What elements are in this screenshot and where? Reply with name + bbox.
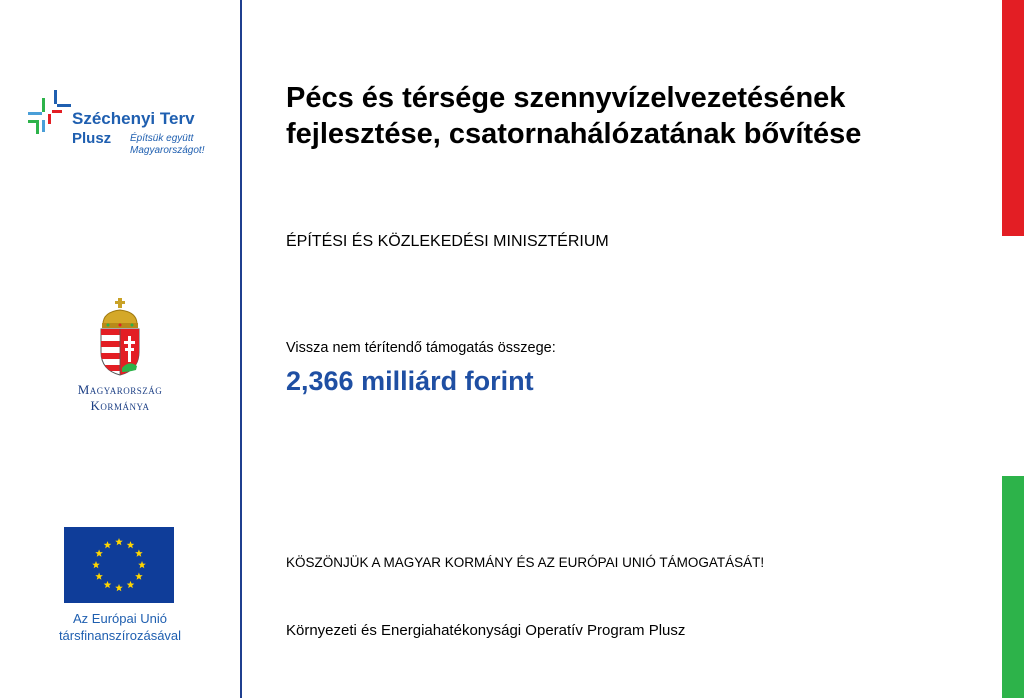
eu-cofinancing-text <box>0 610 240 644</box>
eu-line1: Az Európai Unió <box>73 611 167 626</box>
government-line1: Magyarország <box>77 382 163 397</box>
flag-stripe-red <box>1002 0 1024 236</box>
support-label: Vissza nem térítendő támogatás összege: <box>286 340 556 356</box>
hungarian-coat-of-arms-icon <box>98 298 142 376</box>
szechenyi-plusz: Plusz <box>72 130 112 147</box>
government-logo-text <box>0 382 240 414</box>
support-amount: 2,366 milliárd forint <box>286 366 534 396</box>
program-name: Környezeti és Energiahatékonysági Operatív Program Plusz <box>286 622 686 639</box>
szechenyi-terv-logo <box>28 90 228 170</box>
logo-panel <box>0 0 240 698</box>
szechenyi-slogan-line2: Magyarországot! <box>130 145 205 156</box>
government-line2: Kormánya <box>90 398 150 413</box>
eu-line2: társfinanszírozásával <box>58 628 182 643</box>
szechenyi-slogan-line1: Építsük együtt <box>130 133 194 144</box>
szechenyi-cross-icon <box>28 90 72 138</box>
ministry-name: ÉPÍTÉSI ÉS KÖZLEKEDÉSI MINISZTÉRIUM <box>286 233 609 250</box>
project-title: Pécs és térsége szennyvízelvezetésének fejlesztése, csatornahálózatának bővítése <box>286 82 862 150</box>
vertical-divider <box>240 0 242 698</box>
thanks-text: KÖSZÖNJÜK A MAGYAR KORMÁNY ÉS AZ EURÓPAI UNIÓ TÁMOGATÁSÁT! <box>286 555 765 570</box>
szechenyi-name: Széchenyi Terv <box>72 109 195 128</box>
szechenyi-slogan <box>130 133 204 157</box>
eu-flag-icon <box>64 527 174 603</box>
flag-stripe-green <box>1002 476 1024 698</box>
